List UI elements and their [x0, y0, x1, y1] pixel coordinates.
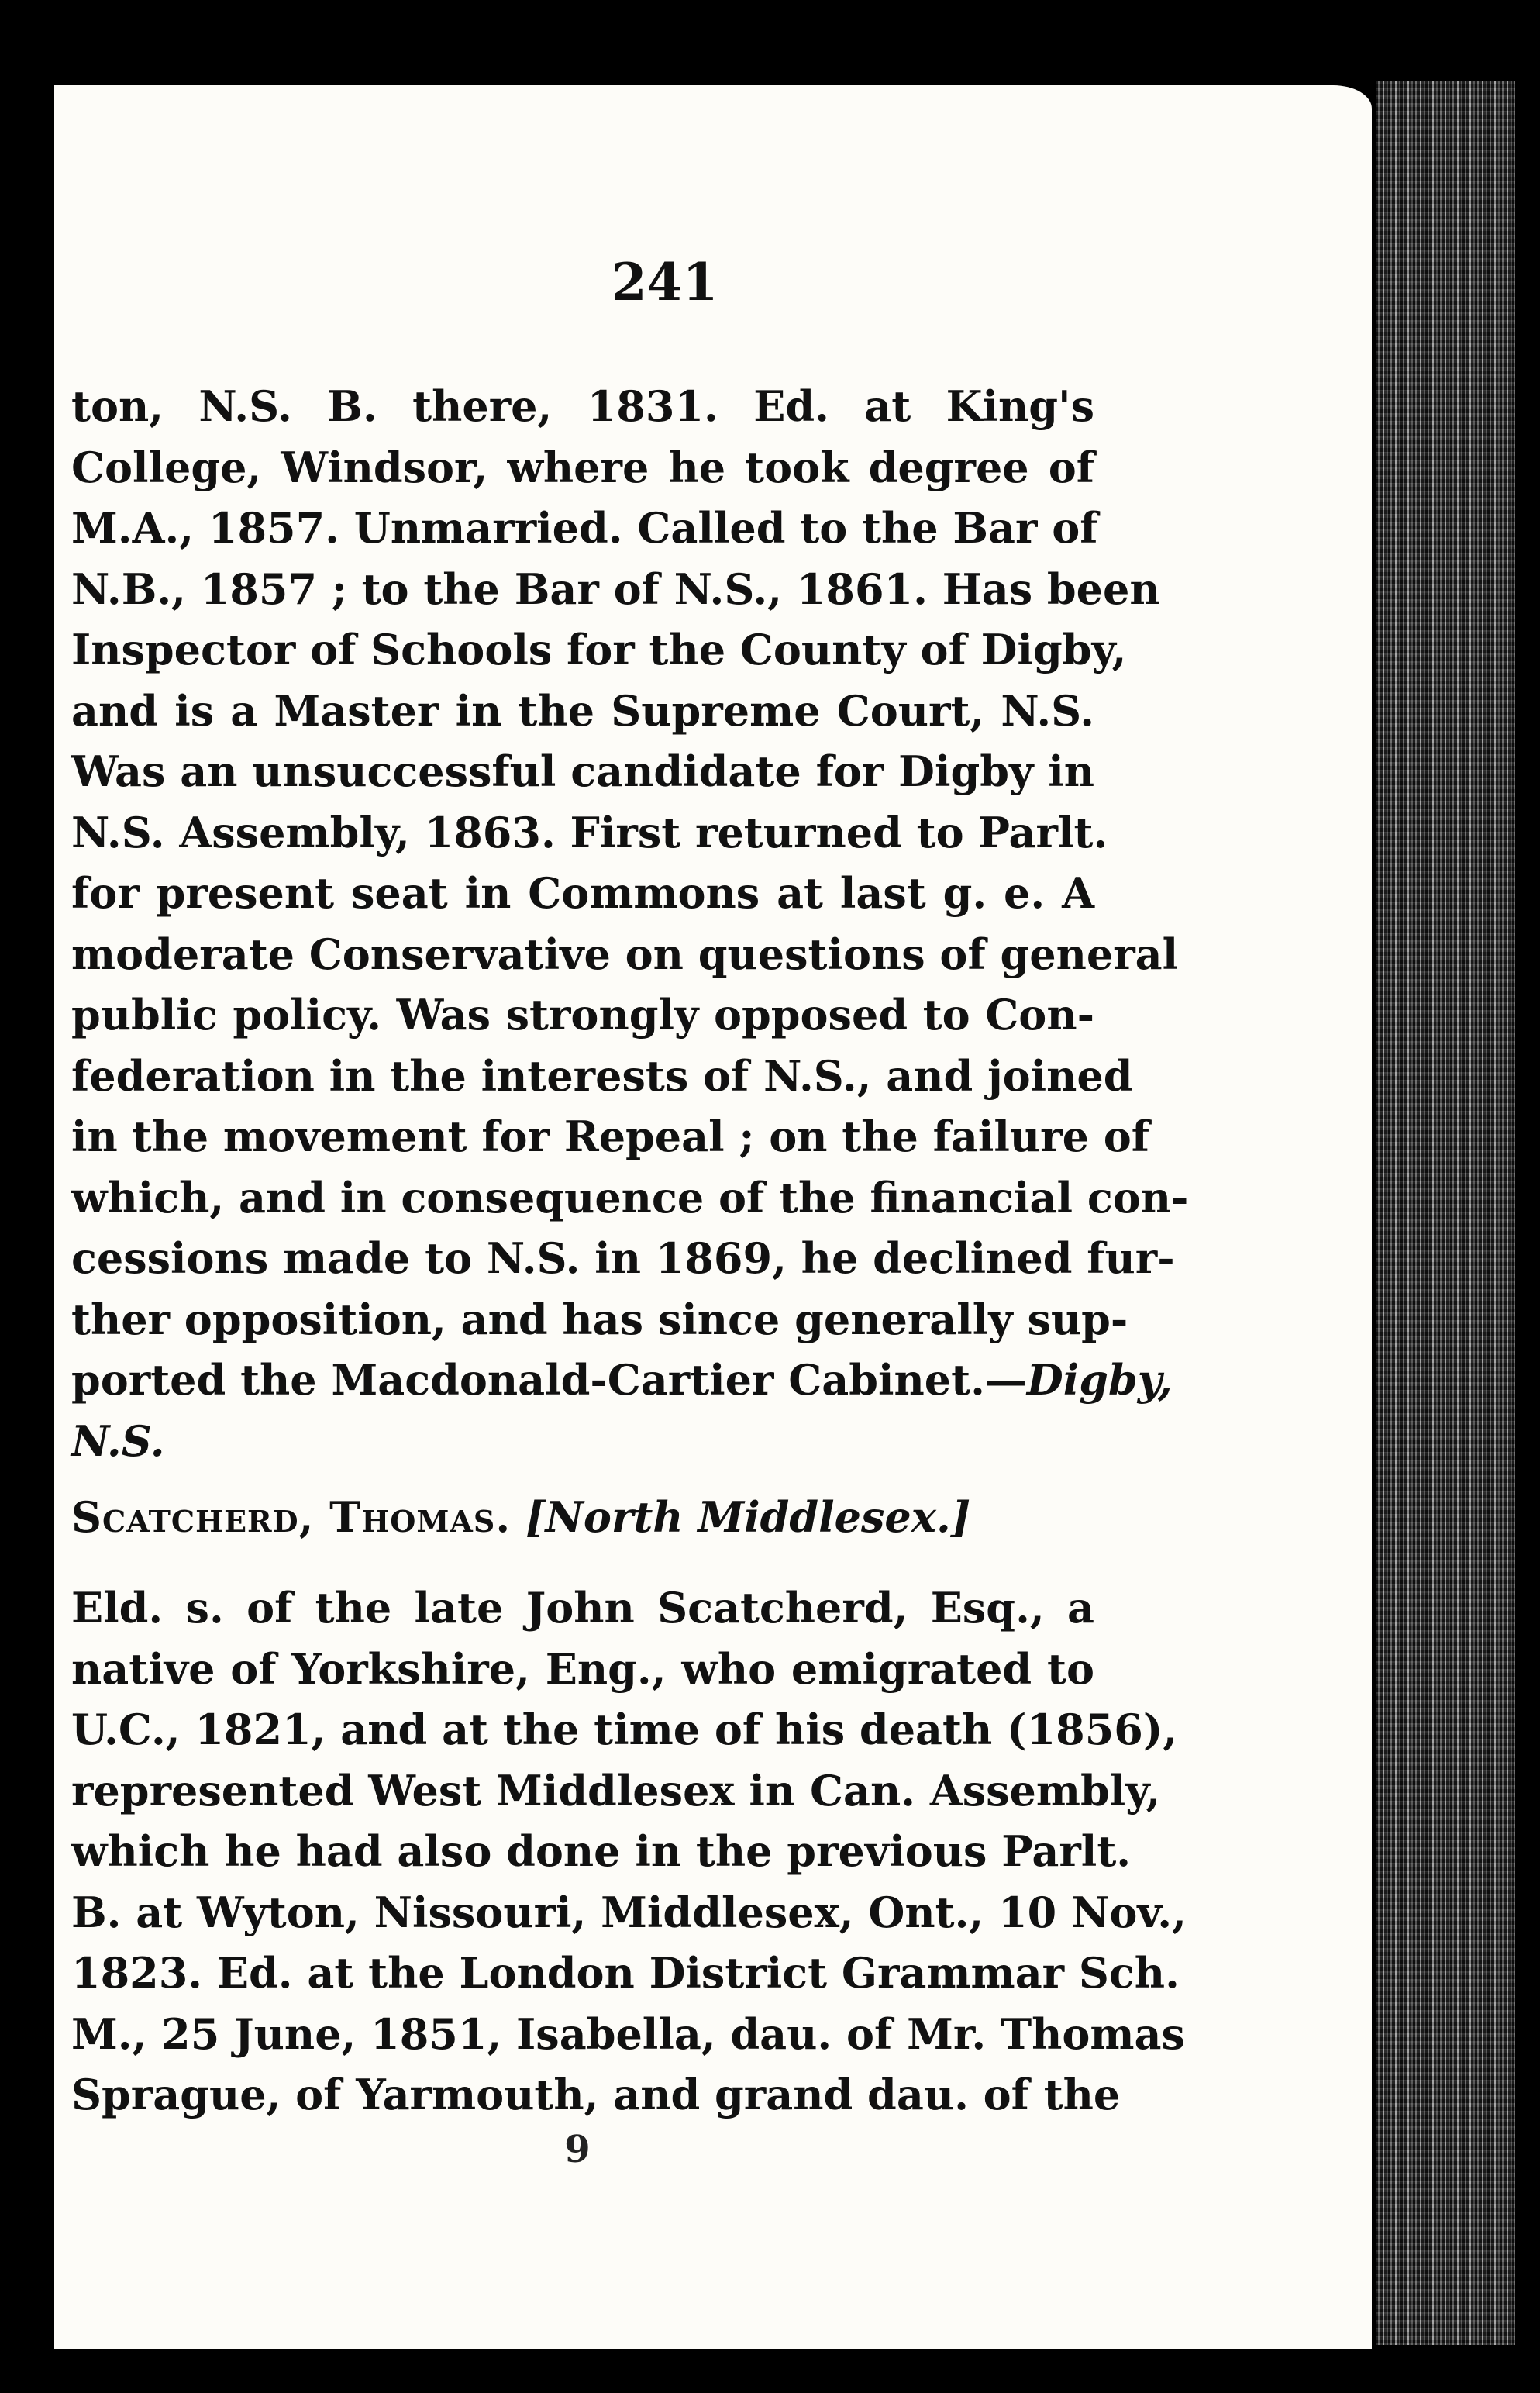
page-number: 241 — [611, 252, 718, 312]
text-line: N.B., 1857 ; to the Bar of N.S., 1861. Has been — [71, 564, 1160, 614]
page-edges — [1376, 81, 1515, 2345]
text-line-with-place — [71, 1350, 1173, 1411]
text-line: federation in the interests of N.S., and joined — [71, 1050, 1133, 1101]
signature-mark: 9 — [564, 2128, 591, 2171]
text-line: which he had also done in the previous Parlt. — [71, 1826, 1132, 1876]
place-name: Digby, — [1026, 1355, 1173, 1405]
text-line: 1823. Ed. at the London District Grammar Sch. — [71, 1948, 1180, 1998]
text-line: moderate Conservative on questions of general — [71, 929, 1179, 979]
text-line-start: ported the Macdonald-Cartier Cabinet.— — [71, 1355, 1027, 1405]
text-line: Sprague, of Yarmouth, and grand dau. of the — [71, 2070, 1121, 2119]
text-line: cessions made to N.S. in 1869, he declined fur- — [71, 1233, 1175, 1283]
text-line: ther opposition, and has since generally sup- — [71, 1294, 1128, 1344]
text-line: Eld. s. of the late John Scatcherd, Esq., a — [71, 1583, 1094, 1633]
text-line: which, and in consequence of the financial con- — [71, 1172, 1189, 1222]
text-line: native of Yorkshire, Eng., who emigrated to — [71, 1643, 1094, 1694]
member-biography — [71, 1578, 1187, 2126]
text-line: M.A., 1857. Unmarried. Called to the Bar of — [71, 503, 1098, 553]
text-line: for present seat in Commons at last g. e. A — [71, 868, 1094, 918]
text-line: College, Windsor, where he took degree of — [71, 442, 1094, 492]
province-name: N.S. — [71, 1415, 165, 1466]
entry-continuation — [71, 376, 1189, 1471]
member-name: Scatcherd, Thomas. — [71, 1492, 512, 1542]
text-line: Inspector of Schools for the County of Digby, — [71, 625, 1127, 674]
text-line: Was an unsuccessful candidate for Digby in — [71, 747, 1094, 796]
constituency: [North Middlesex.] — [525, 1492, 971, 1542]
text-line: B. at Wyton, Nissouri, Middlesex, Ont., 10 Nov., — [71, 1887, 1187, 1937]
member-heading — [71, 1487, 1079, 1547]
text-line: U.C., 1821, and at the time of his death (1856), — [71, 1705, 1178, 1754]
text-line: and is a Master in the Supreme Court, N.S. — [71, 685, 1094, 736]
text-line — [71, 1411, 1094, 1472]
text-line: represented West Middlesex in Can. Assembly, — [71, 1765, 1161, 1815]
text-line: ton, N.S. B. there, 1831. Ed. at King's — [71, 381, 1094, 431]
text-line: N.S. Assembly, 1863. First returned to Parlt. — [71, 807, 1108, 857]
text-line: in the movement for Repeal ; on the failure of — [71, 1112, 1150, 1161]
text-line: public policy. Was strongly opposed to Con- — [71, 990, 1094, 1040]
text-line: M., 25 June, 1851, Isabella, dau. of Mr. Thomas — [71, 2009, 1185, 2059]
